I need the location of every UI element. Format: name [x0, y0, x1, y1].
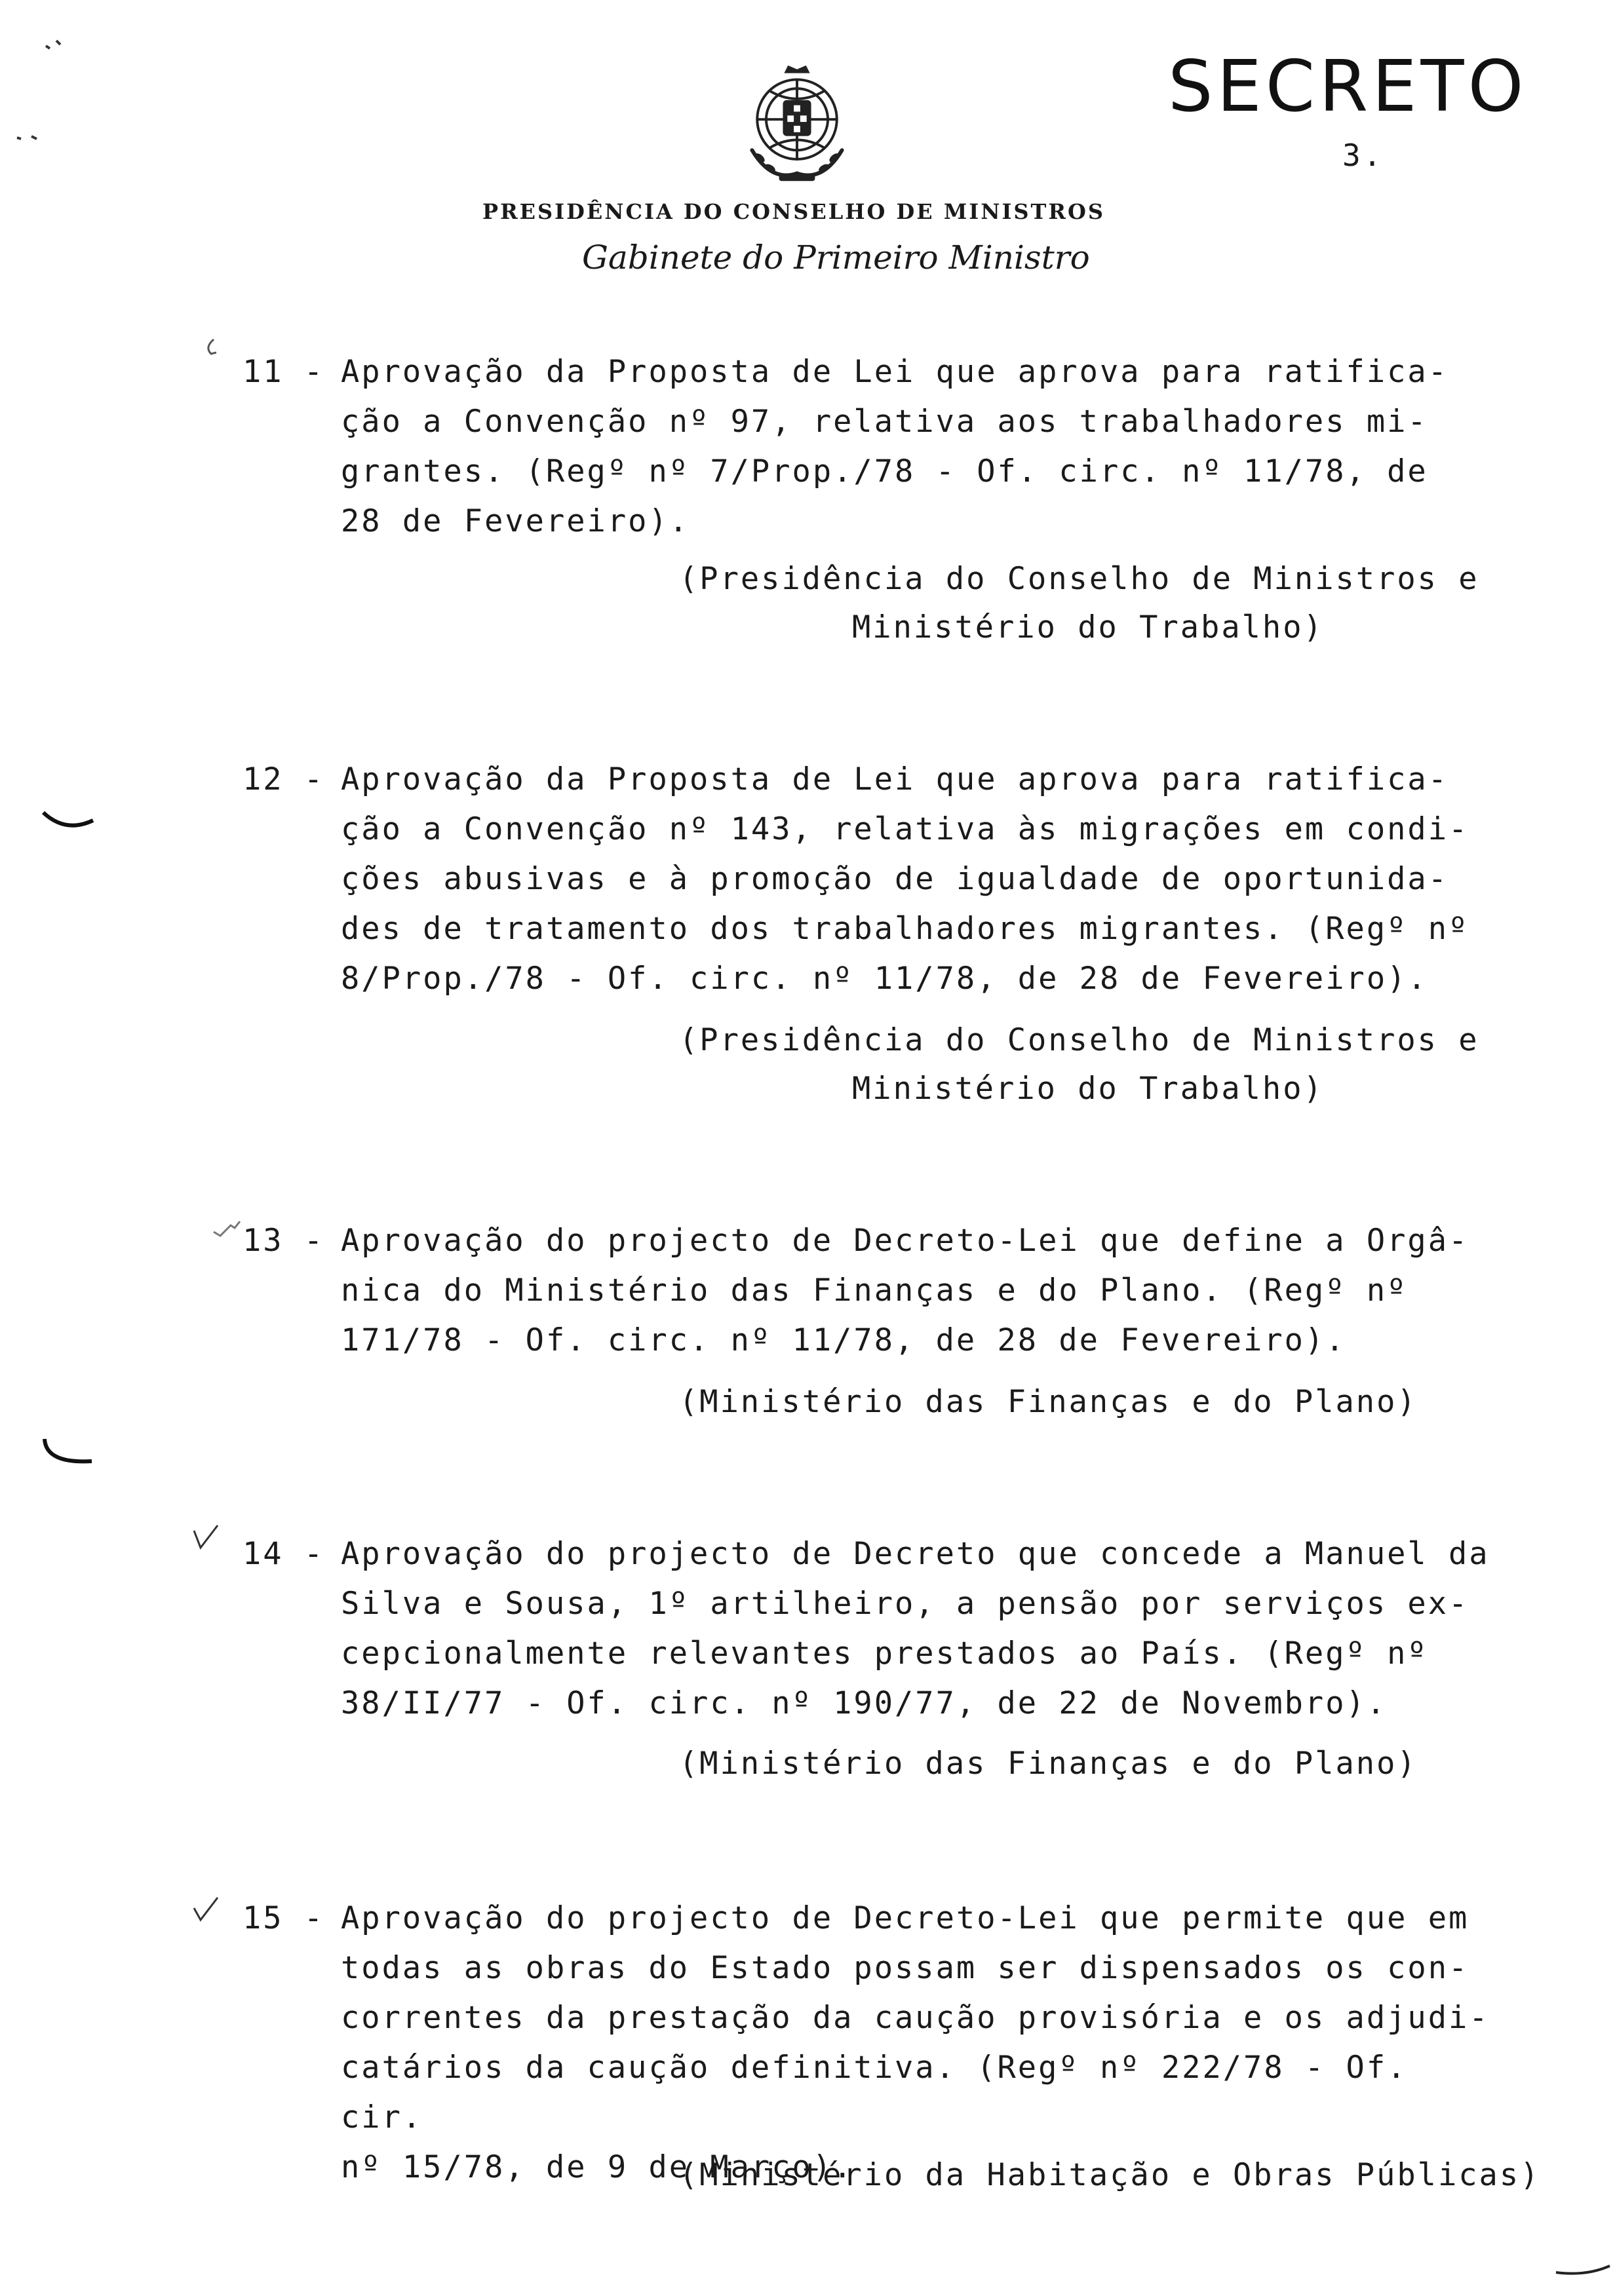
scan-speck-icon	[7, 124, 72, 151]
agenda-item-15	[243, 1894, 1501, 2192]
item-line: ção a Convenção nº 97, relativa aos trabalhadores mi-	[341, 404, 1428, 440]
item-line: Aprovação do projecto de Decreto que concede a Manuel da	[341, 1536, 1490, 1572]
item-line: nº 15/78, de 9 de Março).	[341, 2149, 854, 2185]
responsible-ministry: (Presidência do Conselho de Ministros e	[679, 561, 1479, 597]
margin-curve-icon	[39, 1435, 98, 1474]
handwritten-tick-icon	[197, 334, 229, 367]
responsible-ministry: (Ministério da Habitação e Obras Públicas)	[679, 2157, 1541, 2193]
item-line: ções abusivas e à promoção de igualdade de oportunida-	[341, 861, 1449, 897]
responsible-ministry: Ministério do Trabalho)	[852, 1071, 1324, 1107]
page-number: 3.	[1342, 138, 1384, 173]
item-line: cepcionalmente relevantes prestados ao País. (Regº nº	[341, 1636, 1428, 1672]
item-line: grantes. (Regº nº 7/Prop./78 - Of. circ. nº 11/78, de	[341, 453, 1428, 489]
item-number: 14 -	[243, 1536, 325, 1572]
item-line: correntes da prestação da caução provisória e os adjudi-	[341, 2000, 1490, 2036]
item-line: Aprovação do projecto de Decreto-Lei que permite que em	[341, 1900, 1469, 1936]
item-line: 8/Prop./78 - Of. circ. nº 11/78, de 28 de Fevereiro).	[341, 961, 1428, 997]
scan-edge-mark-icon	[1553, 2254, 1612, 2280]
item-line: 171/78 - Of. circ. nº 11/78, de 28 de Fevereiro).	[341, 1322, 1346, 1358]
item-line: 38/II/77 - Of. circ. nº 190/77, de 22 de Novembro).	[341, 1685, 1388, 1721]
item-line: 28 de Fevereiro).	[341, 503, 690, 539]
item-line: Silva e Sousa, 1º artilheiro, a pensão por serviços ex-	[341, 1586, 1469, 1622]
coat-of-arms-icon	[733, 60, 861, 189]
responsible-ministry: (Presidência do Conselho de Ministros e	[679, 1022, 1479, 1058]
scan-speck-icon	[26, 26, 92, 66]
responsible-ministry: (Ministério das Finanças e do Plano)	[679, 1384, 1418, 1420]
item-line: des de tratamento dos trabalhadores migrantes. (Regº nº	[341, 911, 1469, 947]
agenda-item-11	[243, 347, 1501, 546]
institution-heading: PRESIDÊNCIA DO CONSELHO DE MINISTROS	[482, 199, 1105, 224]
handwritten-tick-icon	[187, 1891, 227, 1930]
responsible-ministry: Ministério do Trabalho)	[852, 609, 1324, 645]
responsible-ministry: (Ministério das Finanças e do Plano)	[679, 1746, 1418, 1782]
item-number: 13 -	[243, 1223, 325, 1259]
item-line: Aprovação da Proposta de Lei que aprova para ratifica-	[341, 761, 1449, 797]
item-number: 12 -	[243, 761, 325, 797]
agenda-item-13	[243, 1216, 1501, 1366]
item-line: nica do Ministério das Finanças e do Plano. (Regº nº	[341, 1272, 1408, 1309]
office-subheading: Gabinete do Primeiro Ministro	[582, 239, 1090, 277]
item-line: todas as obras do Estado possam ser dispensados os con-	[341, 1950, 1469, 1986]
item-line: Aprovação da Proposta de Lei que aprova para ratifica-	[341, 354, 1449, 390]
handwritten-tick-icon	[211, 1219, 250, 1245]
item-line: ção a Convenção nº 143, relativa às migrações em condi-	[341, 811, 1469, 847]
handwritten-tick-icon	[187, 1520, 227, 1559]
margin-curve-icon	[39, 807, 98, 840]
item-number: 15 -	[243, 1900, 325, 1936]
classification-stamp: SECRETO	[1168, 46, 1528, 128]
item-line: catários da caução definitiva. (Regº nº 222/78 - Of. cir.	[341, 2050, 1428, 2135]
agenda-item-14	[243, 1529, 1501, 1729]
item-line: Aprovação do projecto de Decreto-Lei que define a Orgâ-	[341, 1223, 1469, 1259]
agenda-item-12	[243, 755, 1501, 1004]
item-number: 11 -	[243, 354, 325, 390]
